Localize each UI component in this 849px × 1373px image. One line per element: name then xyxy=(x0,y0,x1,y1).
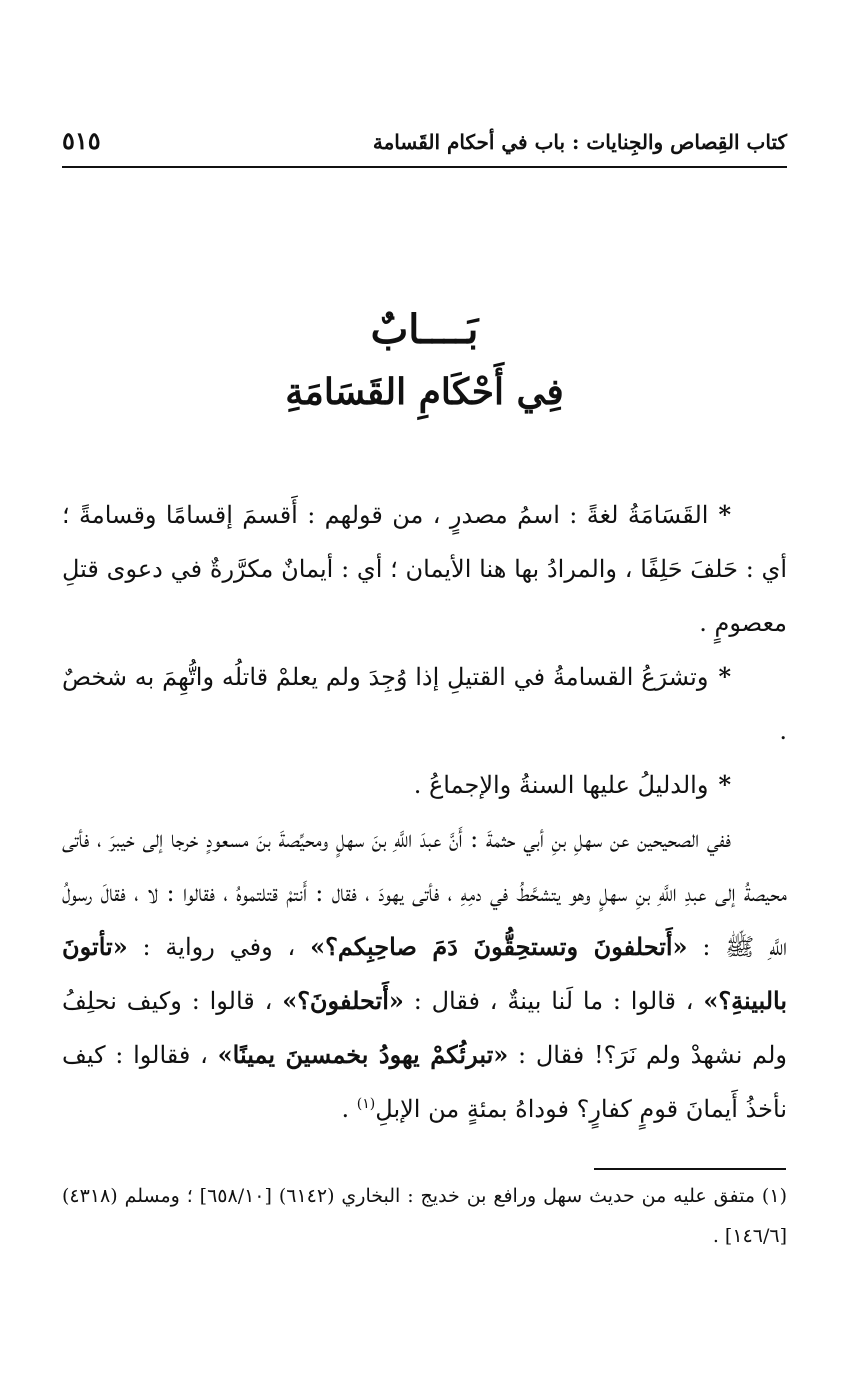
paragraph-text: القَسَامَةُ لغةً : اسمُ مصدرٍ ، من قولهم : أَقسمَ إقسامًا وقسامةً ؛ أي : حَلفَ حَلِفًا ، والمرادُ بها هنا الأيمان ؛ أي : أيمانٌ مكرَّرةٌ في دعوى قتلِ معصومٍ . xyxy=(62,501,787,637)
header-rule xyxy=(62,166,787,168)
chapter-label: بَــــابٌ xyxy=(370,306,479,353)
star-bullet: * xyxy=(718,770,731,799)
hadith-quote: «تأتونَ بالبينةِ؟» xyxy=(62,932,788,1015)
hadith-quote: «أَتحلفونَ وتستحِقُّونَ دَمَ صاحِبِكم؟» xyxy=(310,932,688,961)
paragraph-text: والدليلُ عليها السنةُ والإجماعُ . xyxy=(413,771,709,799)
hadith-text: ، وفي رواية : xyxy=(127,933,311,961)
hadith-text: ففي الصحيحين عن سهلِ بنِ أبي حثمةَ : أَنَّ عبدَ اللَّهِ بنَ سهلٍ ومحيِّصةَ بنَ مسعودٍ خرجا إلى خيبرَ ، فأتى محيصةُ إلى عبدِ اللَّهِ بنِ سهلٍ وهو يتشحَّطُ في دمِهِ ، فأتى يهودَ ، فقال : أَنتمْ قتلتموهُ ، فقالوا : لا ، فقالَ رسولُ اللَّهِ ﷺ : xyxy=(62,825,788,961)
main-text xyxy=(62,488,787,1136)
hadith-quote: «أَتحلفونَ؟» xyxy=(282,986,404,1015)
paragraph-evidence xyxy=(62,758,787,812)
page-number: ٥١٥ xyxy=(62,126,101,155)
paragraph-definition xyxy=(62,488,787,650)
star-bullet: * xyxy=(718,662,731,691)
paragraph-text: وتشرَعُ القسامةُ في القتيلِ إذا وُجِدَ ولم يعلمْ قاتلُه واتُّهِمَ به شخصٌ . xyxy=(62,663,787,745)
hadith-text: ، قالوا : ما لَنا بينةٌ ، فقال : xyxy=(403,987,704,1015)
chapter-heading xyxy=(62,300,787,424)
hadith-text: ، قالوا : وكيف نحلِفُ ولم نشهدْ ولم نَرَ؟! فقال : xyxy=(62,987,788,1069)
hadith-text: . xyxy=(341,1095,357,1123)
page-header xyxy=(62,118,787,168)
footnote-reference: (١) xyxy=(356,1096,376,1112)
paragraph-hadith xyxy=(62,812,787,1136)
paragraph-legislation xyxy=(62,650,787,758)
footnote-text: (١) متفق عليه من حديث سهل ورافع بن خديج : البخاري (٦١٤٢) [٦٥٨/١٠] ؛ ومسلم (٤٣١٨) [١٤٦/٦] . xyxy=(62,1185,787,1247)
hadith-text: ، فقالوا : كيف نأخذُ أَيمانَ قومٍ كفارٍ؟ فوداهُ بمئةٍ من الإبلِ xyxy=(62,1041,787,1123)
footnote xyxy=(62,1176,787,1256)
footnote-rule xyxy=(594,1168,786,1170)
hadith-quote: «تبرئُكمْ يهودُ بخمسينَ يمينًا» xyxy=(217,1040,509,1069)
running-title: كتاب القِصاص والجِنايات : باب في أحكام القَسامة xyxy=(372,130,787,154)
chapter-title: فِي أَحْكَامِ القَسَامَةِ xyxy=(285,371,564,413)
star-bullet: * xyxy=(718,500,731,529)
